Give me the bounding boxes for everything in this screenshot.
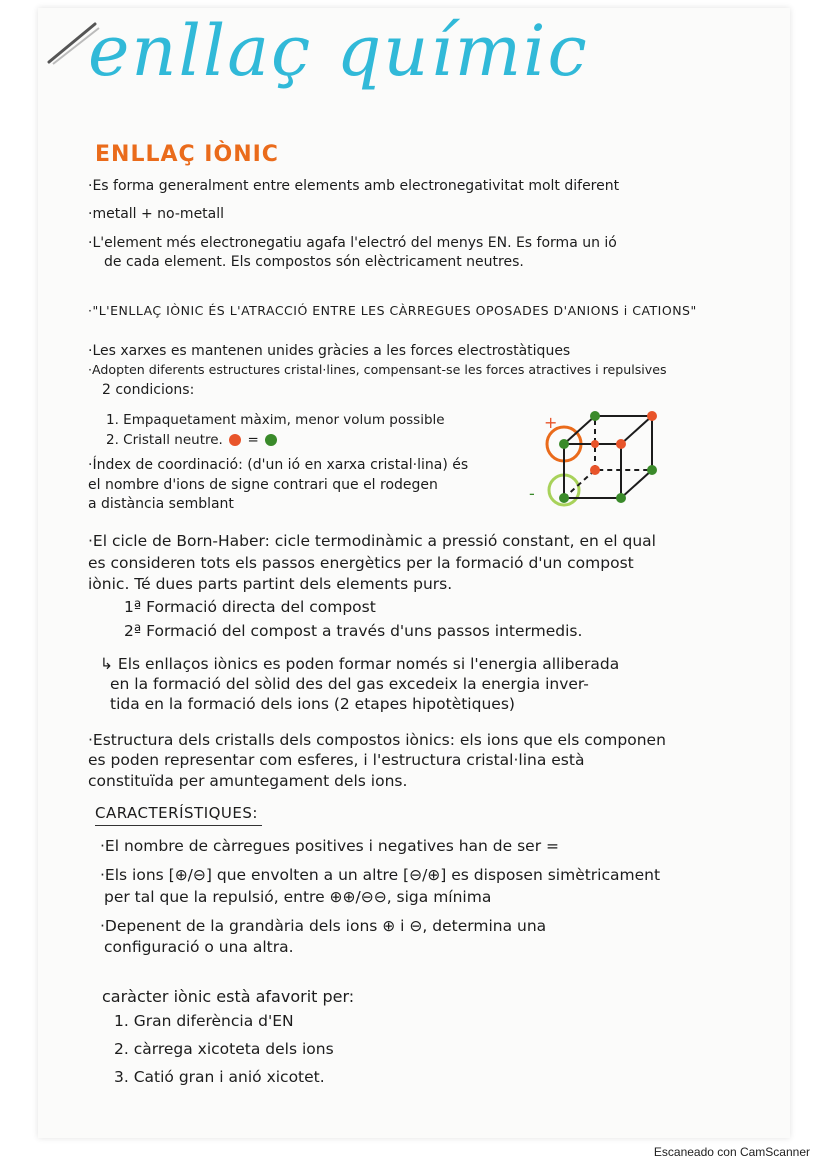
cation-dot-icon [229,434,241,446]
equals-sign: = [247,432,259,448]
crystal-lattice-diagram [520,402,660,514]
text-line: a distància semblant [88,496,234,512]
text-line: constituïda per amuntegament dels ions. [88,772,408,790]
text-line: ·Depenent de la grandària dels ions ⊕ i ⊖, determina una [100,917,547,935]
text-line: ·metall + no-metall [88,206,225,222]
list-item: 3. Catió gran i anió xicotet. [114,1068,325,1086]
text-line: configuració o una altra. [104,938,294,956]
text-line: ·El cicle de Born-Haber: cicle termodinàmic a pressió constant, en el qual [88,532,656,550]
ionic-character-heading: caràcter iònic està afavorit per: [102,987,355,1006]
plus-sign: + [544,413,558,432]
text-line: el nombre d'ions de signe contrari que el rodegen [88,477,438,493]
text-line: ·Índex de coordinació: (d'un ió en xarxa cristal·lina) és [88,457,469,473]
scanner-watermark: Escaneado con CamScanner [653,1145,810,1159]
text-line: iònic. Té dues parts partint dels elements purs. [88,575,453,593]
text-line: es poden representar com esferes, i l'estructura cristal·lina està [88,751,585,769]
text-line: de cada element. Els compostos són elèctricament neutres. [104,254,524,270]
list-item: 1. Gran diferència d'EN [114,1012,294,1030]
text-line: en la formació del sòlid des del gas excedeix la energia inver- [110,675,589,693]
section-heading-ionic-bond: ENLLAÇ IÒNIC [95,142,279,167]
section-underline [95,825,262,826]
section-heading-characteristics: CARACTERÍSTIQUES: [95,804,258,822]
text-line: ·Estructura dels cristalls dels compostos iònics: els ions que els componen [88,731,666,749]
text-line: ·Els ions [⊕/⊖] que envolten a un altre [⊖/⊕] es disposen simètricament [100,866,661,884]
text-line: ↳ Els enllaços iònics es poden formar només si l'energia alliberada [100,655,620,673]
anion-dot-icon [265,434,277,446]
born-haber-step: 1ª Formació directa del compost [124,598,376,616]
text-line: ·Adopten diferents estructures cristal·lines, compensant-se les forces atractives i repulsives [88,362,667,377]
condition-item: 1. Empaquetament màxim, menor volum possible [106,412,445,428]
list-item: 2. càrrega xicoteta dels ions [114,1040,334,1058]
text-line: ·Les xarxes es mantenen unides gràcies a les forces electrostàtiques [88,343,571,359]
page-title: enllaç químic [88,10,589,92]
minus-sign: - [529,484,535,503]
text-line: ·L'element més electronegatiu agafa l'electró del menys EN. Es forma un ió [88,235,617,251]
text-line: ·El nombre de càrregues positives i negatives han de ser = [100,837,559,855]
text-line: tida en la formació dels ions (2 etapes hipotètiques) [110,695,515,713]
text-line-definition: ·"L'ENLLAÇ IÒNIC ÉS L'ATRACCIÓ ENTRE LES CÀRREGUES OPOSADES D'ANIONS i CATIONS" [88,303,697,318]
born-haber-step: 2ª Formació del compost a través d'uns passos intermedis. [124,622,583,640]
text-line: 2 condicions: [102,382,195,398]
text-line: per tal que la repulsió, entre ⊕⊕/⊖⊖, siga mínima [104,888,492,906]
condition-item [106,432,279,448]
text-line: es consideren tots els passos energètics per la formació d'un compost [88,554,634,572]
text-line: ·Es forma generalment entre elements amb electronegativitat molt diferent [88,178,620,194]
condition-label: 2. Cristall neutre. [106,432,223,448]
